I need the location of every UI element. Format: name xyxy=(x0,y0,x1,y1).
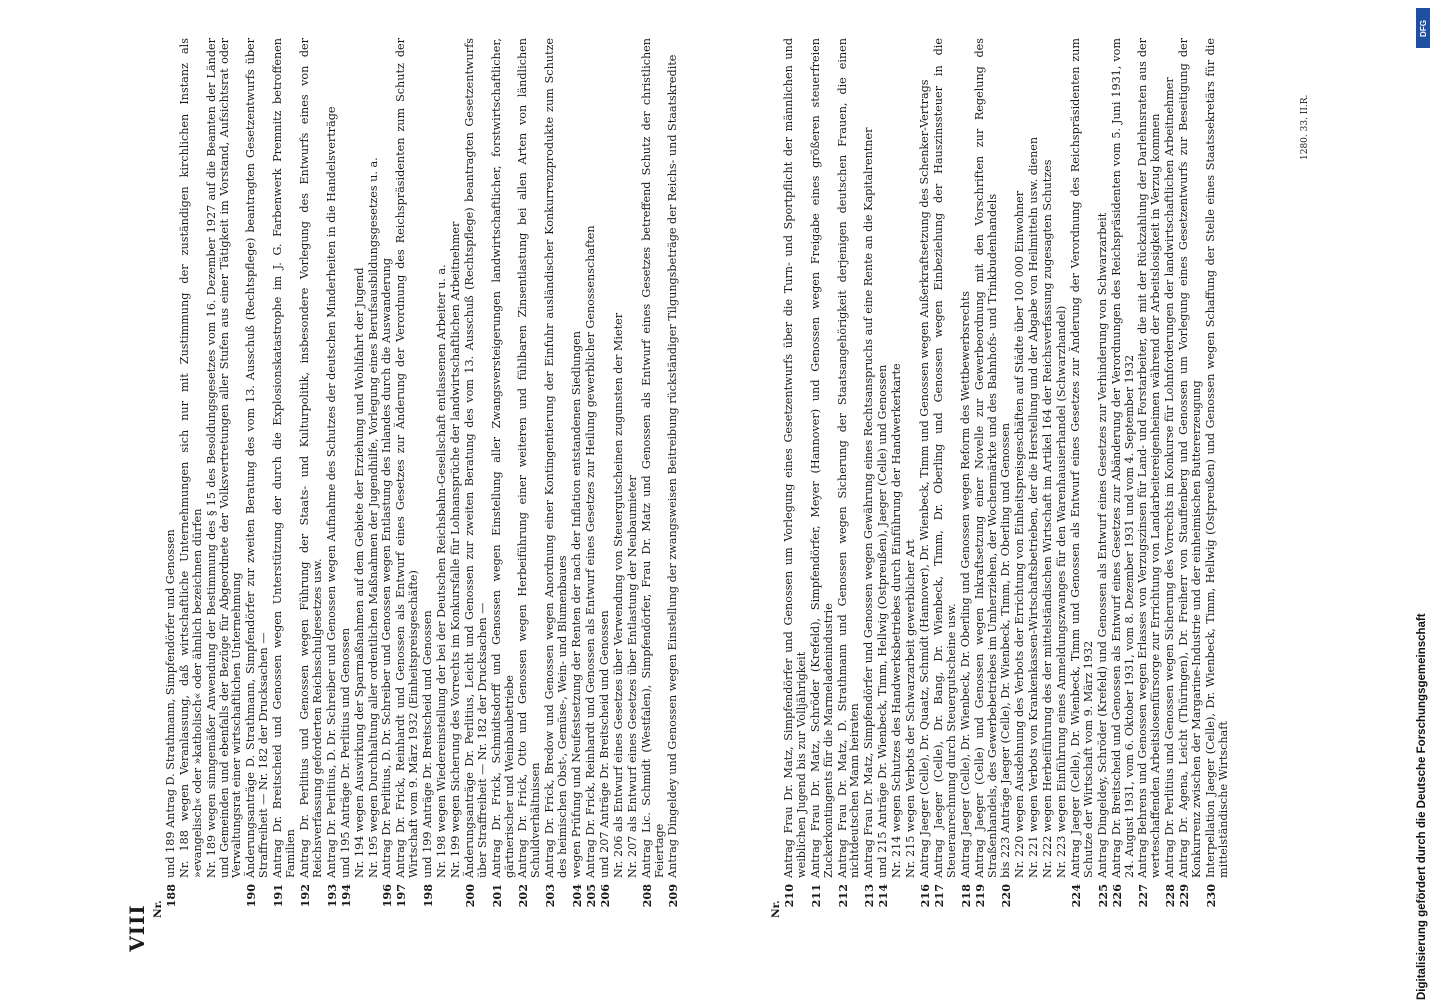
entry-text: Antrag Frau Dr. Matz, D. Strathmann und Genossen wegen Sicherung der Staatsangehörigkeit derjenigen deutschen Frauen, die einen nichtdeutschen Mann heiraten xyxy=(835,38,862,878)
dfg-logo-icon: DFG xyxy=(1416,8,1430,48)
entry-number xyxy=(436,884,449,918)
entry-text: Antrag Lic. Schmidt (Westfalen), Simpfendörfer, Frau Dr. Matz und Genossen als Entwurf eines Gesetzes betreffend Schutz der christlichen Feiertage xyxy=(639,38,666,878)
index-entry xyxy=(544,38,570,918)
index-entry xyxy=(395,38,421,918)
entry-number xyxy=(450,884,463,918)
entry-number: 208 xyxy=(639,884,654,908)
entry-number: 211 xyxy=(808,884,823,908)
entry-text: Antrag Dr. Frick, Reinhardt und Genossen als Entwurf eines Gesetzes zur Änderung der Verordnung des Reichspräsidenten zum Schutz der Wirtschaft vom 9. März 1932 (Einheitspreisgeschäfte) xyxy=(394,38,421,878)
entry-number: 188 xyxy=(163,884,178,908)
index-entry xyxy=(627,38,640,918)
entry-text: Antrag Jaeger (Celle) und Genossen wegen Inkraftsetzung einer Novelle zur Gewerbeordnung mit den Vorschriften zur Regelung des Straßenhandels, des Gewerbebetriebes im Umherziehen, der Wochenmärkte und des Bahnhofs- und Trinkbudenhandels xyxy=(972,38,999,878)
entry-text: Antrag Frau Dr. Matz, Simpfendörfer und Genossen wegen Gewährung eines Rechtsanspruchs auf eine Rente an die Kapitalrentner xyxy=(862,127,876,878)
index-entry xyxy=(1000,38,1013,918)
index-entry xyxy=(368,38,381,918)
entry-text: wegen Prüfung und Neufestsetzung der Renten der nach der Inflation entstandenen Siedlungen xyxy=(570,331,584,878)
entry-number xyxy=(905,884,918,918)
entry-text: Antrag Jaeger (Celle), Dr. Quaatz, Schmidt (Hannover), Dr. Wienbeck, Timm und Genossen wegen Außerkraftsetzung des Schenker-Vertrags xyxy=(917,79,931,878)
index-entry xyxy=(585,38,598,918)
left-entry-list xyxy=(165,38,680,918)
index-entry xyxy=(299,38,325,918)
entry-text: Nr. 220 wegen Ausdehnung des Verbots der Errichtung von Einheitspreisgeschäften auf Städte über 100 000 Einwohner xyxy=(1013,190,1027,878)
entry-number: 201 xyxy=(489,884,504,908)
entry-text: Interpellation Jaeger (Celle), Dr. Wienbeck, Timm, Hellwig (Ostpreußen) und Genossen wegen Schaffung der Stelle eines Staatssekretärs für die mittelständische Wirtschaft xyxy=(1204,38,1230,878)
entry-number xyxy=(1028,884,1041,918)
index-entry xyxy=(641,38,667,918)
entry-number xyxy=(354,884,367,918)
nr-heading: Nr. xyxy=(152,900,164,918)
entry-text: Nr. 215 wegen Verbots der Schwarzarbeit gewerblicher Art xyxy=(904,539,918,878)
entry-text: Antrag Jaeger (Celle), Dr. Wienbeck, Timm und Genossen als Entwurf eines Gesetzes zur Änderung der Verordnung des Reichspräsidenten zum Schutze der Wirtschaft vom 9. März 1932 xyxy=(1068,38,1095,878)
entry-number: 217 xyxy=(931,884,946,908)
index-entry xyxy=(1111,38,1137,918)
entry-number: 192 xyxy=(297,884,312,908)
entry-text: Antrag Frau Dr. Matz, Simpfendörfer und Genossen um Vorlegung eines Gesetzentwurfs über die Turn- und Sportpflicht der männlichen und weiblichen Jugend bis zur Volljährigkeit xyxy=(781,38,808,878)
nr-heading: Nr. xyxy=(770,900,782,918)
entry-number: 205 xyxy=(584,884,598,908)
entry-text: Antrag Jaeger (Celle), Dr. Bang, Dr. Wienbeck, Timm, Dr. Oberling und Genossen wegen Einbeziehung der Hauszinssteuer in die Steueranrechnung durch Steuergutscheine usw. xyxy=(931,38,958,878)
entry-text: Antrag Dr. Perlitius, D. Dr. Schreiber und Genossen wegen Aufnahme des Schutzes der deutschen Minderheiten in die Handelsverträge xyxy=(324,106,338,878)
entry-text: Antrag Dingeldey, Schröder (Krefeld) und Genossen als Entwurf eines Gesetzes zur Verhinderung von Schwarzarbeit xyxy=(1095,212,1109,878)
index-entry xyxy=(491,38,517,918)
index-entry xyxy=(905,38,918,918)
entry-text: und 199 Anträge Dr. Breitscheid und Genossen xyxy=(421,610,435,878)
entry-text: und 207 Anträge Dr. Breitscheid und Genossen xyxy=(597,610,611,878)
entry-text: bis 223 Anträge Jaeger (Celle), Dr. Wienbeck, Timm, Dr. Oberling und Genossen xyxy=(999,422,1013,878)
entry-number: 213 xyxy=(862,884,877,908)
entry-number xyxy=(613,884,626,918)
index-entry xyxy=(933,38,959,918)
entry-number: 202 xyxy=(516,884,531,908)
index-entry xyxy=(1178,38,1204,918)
entry-number: 216 xyxy=(917,884,932,908)
entry-text: und 189 Antrag D. Strathmann, Simpfendörfer und Genossen xyxy=(163,529,177,878)
index-entry xyxy=(599,38,612,918)
entry-number: 226 xyxy=(1109,884,1124,908)
entry-number xyxy=(627,884,640,918)
index-entry xyxy=(436,38,449,918)
entry-number: 210 xyxy=(781,884,796,908)
page-number: VIII xyxy=(124,904,149,952)
entry-text: Nr. 221 wegen Verbots von Krankenkassen-Wirtschaftsbetrieben, der die Herstellung und der Abgabe von Heilmitteln usw. dienen xyxy=(1027,136,1041,878)
entry-text: Antrag Dr. Breitscheid und Genossen als Entwurf eines Gesetzes zur Abänderung der Verordnungen des Reichspräsidenten vom 5. Juni 1931, vom 24. August 1931, vom 6. Oktober 1931, vom 8. Dezember 1931 und vom 4. September 1932 xyxy=(1109,38,1136,878)
entry-number xyxy=(1014,884,1027,918)
entry-number xyxy=(206,884,245,918)
right-entry-list xyxy=(783,38,1231,918)
entry-number: 212 xyxy=(835,884,850,908)
entry-text: und 215 Anträge Dr. Wienbeck, Timm, Hellwig (Ostpreußen), Jaeger (Celle) und Genossen xyxy=(876,364,890,878)
entry-text: Nr. 195 wegen Durchhaltung aller ordentlichen Maßnahmen der Jugendhilfe, Vorlegung eines Berufsausbildungsgesetzes u. a. xyxy=(366,157,380,878)
entry-text: Antrag Dr. Frick, Otto und Genossen wegen Herbeiführung einer weiteren und fühlbaren Zinsentlastung bei allen Arten von ländlichen Schuldverhältnissen xyxy=(516,38,543,878)
index-entry xyxy=(960,38,973,918)
entry-number: 218 xyxy=(958,884,973,908)
index-entry xyxy=(1042,38,1055,918)
entry-text: Nr. 207 als Entwurf eines Gesetzes über Entlastung der Neubaumieter xyxy=(625,475,639,878)
entry-number xyxy=(179,884,205,918)
entry-text: Antrag Dr. Frick, Schmidtsdorff und Genossen wegen Einstellung aller Zwangsversteigerungen landwirtschaftlicher, forstwirtschaftlicher, gärtnerischer und Weinbaubetriebe xyxy=(489,38,516,878)
index-entry xyxy=(783,38,809,918)
entry-number: 190 xyxy=(244,884,259,908)
entry-number: 224 xyxy=(1068,884,1083,908)
entry-text: und 195 Anträge Dr. Perlitius und Genossen xyxy=(338,627,352,878)
entry-text: Antrag Behrens und Genossen wegen Erlasses von Verzugszinsen für Land- und Forstarbeiter, die mit der Rückzahlung der Darlehnsraten aus der werteschaffenden Arbeitslosenfürsorge zur Errichtung von Landarbeitereigenheimen während der Arbeitslosigkeit in Verzug kommen xyxy=(1136,38,1163,878)
index-entry xyxy=(272,38,298,918)
index-entry xyxy=(206,38,245,918)
entry-text: Antrag Jaeger (Celle), Dr. Wienbeck, Dr. Oberling und Genossen wegen Reform des Wettbewerbsrechts xyxy=(958,290,972,878)
index-entry xyxy=(1014,38,1027,918)
index-entry xyxy=(326,38,339,918)
entry-number: 196 xyxy=(380,884,395,908)
entry-number: 198 xyxy=(421,884,436,908)
index-entry xyxy=(450,38,463,918)
entry-text: Nr. 214 wegen Schutzes des Handwerksbetriebes durch Einführung der Handwerkerkarte xyxy=(890,363,904,878)
entry-number: 191 xyxy=(271,884,286,908)
entry-number: 219 xyxy=(972,884,987,908)
index-entry xyxy=(464,38,490,918)
entry-number: 214 xyxy=(876,884,891,908)
entry-number xyxy=(891,884,904,918)
index-entry xyxy=(165,38,178,918)
entry-number: 227 xyxy=(1136,884,1151,908)
print-code: 1280. 33. II.R. xyxy=(1300,94,1310,160)
index-entry xyxy=(1056,38,1069,918)
entry-text: Antrag Dingeldey und Genossen wegen Einstellung der zwangsweisen Beitreibung rückständiger Tilgungsbeträge der Reichs- und Staatskredite xyxy=(666,54,680,878)
index-entry xyxy=(422,38,435,918)
right-column xyxy=(770,38,1232,918)
entry-text: Antrag Dr. Breitscheid und Genossen wegen Unterstützung der durch die Explosionskatastrophe im J. G. Farbenwerk Premnitz betroffenen Familien xyxy=(271,38,298,878)
entry-text: Nr. 189 wegen sinngemäßer Anwendung der Bestimmung des § 15 des Besoldungsgesetzes vom 16. Dezember 1927 auf die Beamten der Länder und Gemeinden und ebenfalls der Bezüge für Abgeordnete der Volksvertretungen aller Stufen aus einer Tätigkeit im Vorstand, Aufsichtsrat oder Verwaltungsrat einer wirtschaftlichen Unternehmung xyxy=(204,38,244,878)
entry-number: 229 xyxy=(1177,884,1192,908)
index-entry xyxy=(837,38,863,918)
index-entry xyxy=(381,38,394,918)
entry-text: Antrag Frau Dr. Matz, Schröder (Krefeld), Simpfendörfer, Meyer (Hannover) und Genossen wegen Freigabe eines größeren steuerfreien Zuckerkontingents für die Marmeladenindustrie xyxy=(808,38,835,878)
entry-number xyxy=(1042,884,1055,918)
entry-text: Nr. 222 wegen Herbeiführung des der mittelständischen Wirtschaft im Artikel 164 der Reichsverfassung zugesagten Schutzes xyxy=(1041,159,1055,878)
entry-number: 203 xyxy=(543,884,558,908)
entry-number: 228 xyxy=(1163,884,1178,908)
index-entry xyxy=(179,38,205,918)
entry-number xyxy=(368,884,381,918)
index-entry xyxy=(517,38,543,918)
index-entry xyxy=(571,38,584,918)
entry-text: Nr. 198 wegen Wiedereinstellung der bei der Deutschen Reichsbahn-Gesellschaft entlassenen Arbeiter u. a. xyxy=(435,264,449,878)
entry-number: 209 xyxy=(666,884,681,908)
index-entry xyxy=(667,38,680,918)
entry-number: 225 xyxy=(1095,884,1110,908)
entry-number: 220 xyxy=(999,884,1014,908)
entry-number: 197 xyxy=(394,884,409,908)
entry-number xyxy=(1056,884,1069,918)
index-entry xyxy=(891,38,904,918)
index-entry xyxy=(245,38,271,918)
funding-note: Digitalisierung gefördert durch die Deutsche Forschungsgemeinschaft xyxy=(1416,613,1428,1000)
entry-number: 230 xyxy=(1204,884,1218,908)
left-column xyxy=(152,38,681,918)
index-entry xyxy=(974,38,1000,918)
entry-text: Nr. 199 wegen Sicherung des Vorrechts im Konkursfalle für Lohnansprüche der landwirtschaftlichen Arbeitnehmer xyxy=(448,221,462,878)
entry-text: Antrag Dr. Frick, Reinhardt und Genossen als Entwurf eines Gesetzes zur Heilung gewerblicher Genossenschaften xyxy=(584,225,597,878)
index-entry xyxy=(1028,38,1041,918)
entry-text: Antrag Dr. Frick, Bredow und Genossen wegen Anordnung einer Kontingentierung der Einfuhr ausländischer Konkurrenzprodukte zum Schutze des heimischen Obst-, Gemüse-, Wein- und Blumenbaues xyxy=(543,38,570,878)
index-entry xyxy=(1097,38,1110,918)
index-entry xyxy=(340,38,353,918)
entry-text: Antrag Dr. Perlitius und Genossen wegen Führung der Staats- und Kulturpolitik, insbesondere Vorlegung des Entwurfs eines von der Reichsverfassung geforderten Reichsschulgesetzes usw. xyxy=(297,38,324,878)
index-entry xyxy=(877,38,890,918)
entry-text: Nr. 206 als Entwurf eines Gesetzes über Verwendung von Steuergutscheinen zugunsten der Mieter xyxy=(611,312,625,878)
index-entry xyxy=(810,38,836,918)
index-entry xyxy=(1205,38,1231,918)
entry-number: 193 xyxy=(324,884,339,908)
index-entry xyxy=(1137,38,1163,918)
entry-text: Änderungsanträge Dr. Perlitius, Leicht und Genossen zur zweiten Beratung des vom 13. Ausschuß (Rechtspflege) beantragten Gesetzentwurfs über Straffreiheit — Nr. 182 der Drucksachen — xyxy=(462,38,489,878)
entry-text: Nr. 188 wegen Veranlassung, daß wirtschaftliche Unternehmungen sich nur mit Zustimmung der zuständigen kirchlichen Instanz als »evangelisch« oder »katholisch« oder ähnlich bezeichnen dürfen xyxy=(177,38,204,878)
entry-text: Nr. 223 wegen Einführung eines Anmeldungszwanges für den Warenhausierhandel (Schwarzhandel) xyxy=(1055,305,1069,878)
entry-text: Änderungsanträge D. Strathmann, Simpfendörfer zur zweiten Beratung des vom 13. Ausschuß (Rechtspflege) beantragten Gesetzentwurfs über Straffreiheit — Nr. 182 der Drucksachen — xyxy=(244,38,271,878)
index-entry xyxy=(919,38,932,918)
index-entry xyxy=(863,38,876,918)
entry-number: 206 xyxy=(597,884,612,908)
entry-number: 194 xyxy=(338,884,353,908)
side-strip xyxy=(1406,0,1434,1000)
index-entry xyxy=(354,38,367,918)
entry-text: Antrag Dr. Perlitius, D. Dr. Schreiber und Genossen wegen Entlastung des Inlandes durch die Auswanderung xyxy=(380,257,394,878)
index-entry xyxy=(613,38,626,918)
entry-text: Nr. 194 wegen Auswirkung der Sparmaßnahmen auf dem Gebiete der Erziehung und Wohlfahrt der Jugend xyxy=(352,267,366,878)
entry-number: 200 xyxy=(462,884,477,908)
entry-text: Antrag Dr. Perlitius und Genossen wegen Sicherung des Vorrechts im Konkurse für Lohnforderungen der landwirtschaftlichen Arbeitnehmer xyxy=(1163,77,1177,878)
index-entry xyxy=(1070,38,1096,918)
entry-number: 204 xyxy=(570,884,585,908)
entry-text: Antrag Dr. Agena, Leicht (Thüringen), Dr. Freiherr von Stauffenberg und Genossen um Vorlegung eines Gesetzentwurfs zur Beseitigung der Konkurrenz zwischen der Margarine-Industrie und der einheimischen Buttererzeugung xyxy=(1177,38,1204,878)
index-entry xyxy=(1164,38,1177,918)
